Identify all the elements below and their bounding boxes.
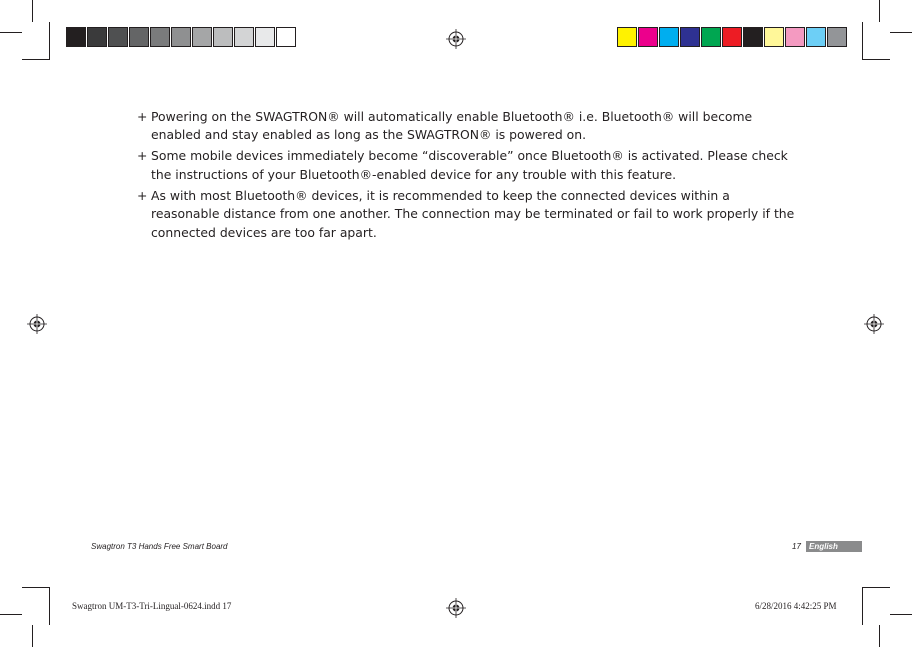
color-swatch	[192, 27, 212, 47]
crop-mark	[0, 32, 22, 33]
bullet-text: As with most Bluetooth® devices, it is recommended to keep the connected devices within a reasonable distance from one another. The connection may be terminated or fail to work properly if the connected devices are too far apart.	[151, 187, 795, 240]
crop-mark	[890, 32, 912, 33]
color-swatch	[234, 27, 254, 47]
bleed-mark	[49, 587, 50, 625]
bullet-marker: +	[137, 109, 148, 124]
bullet-marker: +	[137, 187, 148, 203]
color-swatch	[785, 27, 805, 47]
color-swatch	[680, 27, 700, 47]
color-swatch	[129, 27, 149, 47]
color-swatch	[150, 27, 170, 47]
color-swatch	[87, 27, 107, 47]
crop-mark	[890, 614, 912, 615]
color-swatch	[659, 27, 679, 47]
bullet-item	[137, 108, 797, 145]
bullet-text: Some mobile devices immediately become “discoverable” once Bluetooth® is activated. Please check the instructions of your Bluetooth®-enabled device for any trouble with this feature.	[151, 148, 788, 182]
bleed-mark	[22, 59, 50, 60]
color-swatch	[806, 27, 826, 47]
color-swatch	[255, 27, 275, 47]
registration-mark-icon	[27, 314, 47, 334]
color-swatch	[827, 27, 847, 47]
language-label: English	[809, 542, 838, 551]
color-swatch	[108, 27, 128, 47]
color-swatch	[66, 27, 86, 47]
bleed-mark	[49, 22, 50, 60]
color-swatch	[213, 27, 233, 47]
registration-mark-icon	[446, 598, 466, 618]
bleed-mark	[862, 59, 890, 60]
footer-document-title: Swagtron T3 Hands Free Smart Board	[91, 542, 228, 551]
crop-mark	[879, 625, 880, 647]
bullet-marker: +	[137, 148, 148, 164]
registration-mark-icon	[864, 314, 884, 334]
slug-timestamp: 6/28/2016 4:42:25 PM	[755, 601, 837, 611]
color-swatch	[638, 27, 658, 47]
color-swatch	[276, 27, 296, 47]
bleed-mark	[862, 587, 890, 588]
color-swatch	[722, 27, 742, 47]
crop-mark	[32, 625, 33, 647]
crop-mark	[32, 0, 33, 22]
bullet-list	[137, 108, 797, 245]
color-swatch	[701, 27, 721, 47]
registration-mark-icon	[446, 29, 466, 49]
color-swatch	[743, 27, 763, 47]
color-swatch	[764, 27, 784, 47]
crop-mark	[879, 0, 880, 22]
page-number: 17	[792, 542, 801, 551]
bleed-mark	[862, 22, 863, 60]
color-swatch	[617, 27, 637, 47]
bleed-mark	[22, 587, 50, 588]
bleed-mark	[862, 587, 863, 625]
bullet-item	[137, 187, 797, 242]
color-swatch	[171, 27, 191, 47]
slug-filename: Swagtron UM-T3-Tri-Lingual-0624.indd 17	[72, 601, 232, 611]
bullet-item	[137, 147, 797, 184]
bullet-text: Powering on the SWAGTRON® will automatically enable Bluetooth® i.e. Bluetooth® will become enabled and stay enabled as long as the SWAGTRON® is powered on.	[151, 109, 753, 143]
crop-mark	[0, 614, 22, 615]
